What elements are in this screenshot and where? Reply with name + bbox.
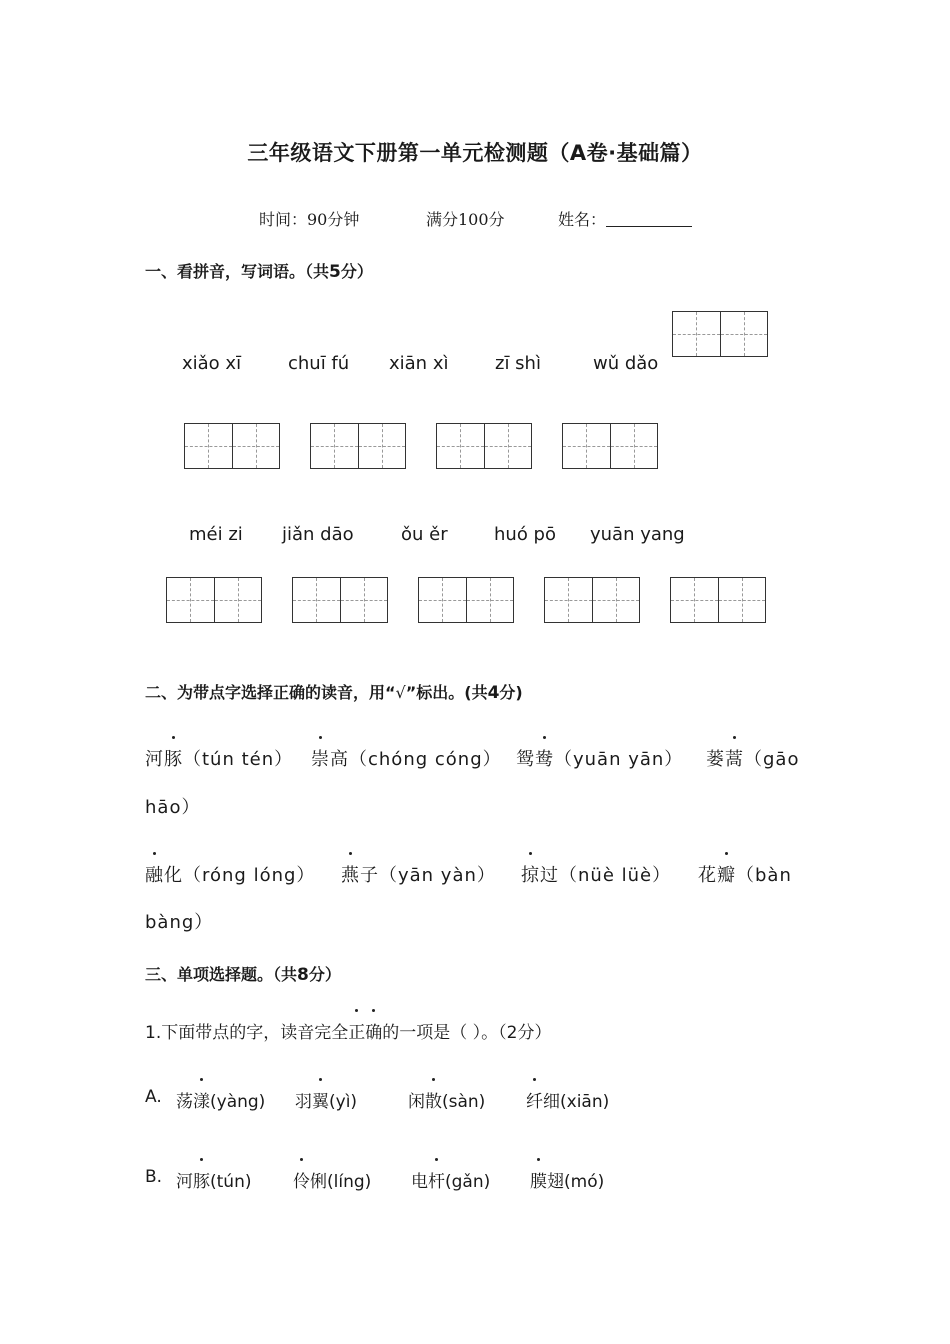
name-blank[interactable] <box>606 210 692 227</box>
char: 细 <box>543 1092 560 1112</box>
dotted-char: 豚 <box>164 745 183 771</box>
name-label: 姓名： <box>558 210 607 229</box>
reading-item-huaban <box>698 861 792 887</box>
answer-grid-meizi[interactable] <box>166 577 262 623</box>
dotted-char: 确 <box>365 1018 382 1043</box>
reading-item-ronghua <box>145 861 315 887</box>
dotted-char: 伶 <box>293 1167 310 1192</box>
question-1-text: 1.下面带点的字，读音完全 <box>145 1023 349 1043</box>
dotted-char: 膜 <box>530 1167 547 1192</box>
page-title: 三年级语文下册第一单元检测题（A卷·基础篇） <box>247 141 703 165</box>
check-mark: √ <box>395 683 406 702</box>
option-b-word-3 <box>411 1167 490 1192</box>
pinyin: (sàn) <box>442 1092 486 1112</box>
answer-grid-yuanyang[interactable] <box>670 577 766 623</box>
char: 高 <box>330 749 349 770</box>
dotted-char: 蒿 <box>725 745 744 771</box>
dotted-char: 纤 <box>526 1087 543 1112</box>
name-field[interactable] <box>558 207 692 230</box>
option-b-label: B. <box>145 1167 163 1187</box>
reading-wrap-bang[interactable]: bàng） <box>145 912 214 933</box>
dotted-char: 掠 <box>521 861 540 887</box>
pinyin: (líng) <box>327 1172 372 1192</box>
section3-points: 8 <box>297 965 309 985</box>
char: 鸳 <box>516 749 535 770</box>
reading-options[interactable]: （bàn <box>736 865 792 886</box>
answer-grid-xianxi[interactable] <box>436 423 532 469</box>
option-b-word-4 <box>530 1167 604 1192</box>
reading-item-yanzi <box>341 861 496 887</box>
question-1-answer-slot[interactable]: 的一项是（ ）。（2分） <box>382 1023 552 1043</box>
answer-grid-jiandao[interactable] <box>292 577 388 623</box>
dotted-char: 燕 <box>341 861 360 887</box>
reading-item-louhao <box>706 745 799 771</box>
char: 河 <box>176 1172 193 1192</box>
reading-options[interactable]: （nüè lüè） <box>559 865 672 886</box>
section1-points: 5 <box>329 262 341 282</box>
option-a-word-4 <box>526 1087 609 1112</box>
dotted-char: 豚 <box>193 1167 210 1192</box>
reading-options[interactable]: （róng lóng） <box>183 865 316 886</box>
pinyin: (tún) <box>210 1172 252 1192</box>
section2-heading-end: 分) <box>499 683 523 702</box>
option-b[interactable] <box>145 1167 162 1187</box>
option-b-word-2 <box>293 1167 371 1192</box>
section3-heading-text: 三、单项选择题。（共 <box>145 965 298 984</box>
reading-wrap-hao[interactable]: hāo） <box>145 797 201 818</box>
section2-heading-mid: ”标出。(共 <box>405 683 488 702</box>
dotted-char: 翼 <box>312 1087 329 1112</box>
pinyin-xiaoxi: xiǎo xī <box>182 353 242 374</box>
pinyin: (xiān) <box>560 1092 610 1112</box>
section1-heading-text: 一、看拼音，写词语。（共 <box>145 262 330 281</box>
char: 子 <box>360 865 379 886</box>
option-a-word-1 <box>176 1087 265 1112</box>
answer-grid-huopo[interactable] <box>544 577 640 623</box>
dotted-char: 融 <box>145 861 164 887</box>
pinyin-wudao: wǔ dǎo <box>593 353 659 374</box>
time-info: 时间：90分钟 <box>259 210 360 229</box>
answer-grid-ouer[interactable] <box>418 577 514 623</box>
pinyin-zishi: zī shì <box>495 353 541 374</box>
option-a-word-2 <box>295 1087 357 1112</box>
option-b-word-1 <box>176 1167 251 1192</box>
pinyin: (mó) <box>564 1172 605 1192</box>
char: 俐 <box>310 1172 327 1192</box>
char: 河 <box>145 749 164 770</box>
option-a[interactable] <box>145 1087 162 1107</box>
char: 羽 <box>295 1092 312 1112</box>
section1-heading-end: 分） <box>340 262 373 281</box>
dotted-char: 漾 <box>193 1087 210 1112</box>
char: 花 <box>698 865 717 886</box>
pinyin: (gǎn) <box>445 1172 491 1192</box>
section2-heading <box>145 680 523 703</box>
answer-grid-zishi[interactable] <box>562 423 658 469</box>
dotted-char: 正 <box>348 1018 365 1043</box>
reading-item-lveguo <box>521 861 671 887</box>
pinyin-jiandao: jiǎn dāo <box>282 524 354 545</box>
answer-grid-chuifu[interactable] <box>310 423 406 469</box>
char: 化 <box>164 865 183 886</box>
dotted-char: 鸯 <box>535 745 554 771</box>
dotted-char: 散 <box>425 1087 442 1112</box>
char: 蒌 <box>706 749 725 770</box>
reading-options[interactable]: （tún tén） <box>183 749 294 770</box>
option-a-word-3 <box>408 1087 485 1112</box>
reading-options[interactable]: （chóng cóng） <box>349 749 502 770</box>
section3-heading <box>145 962 341 985</box>
score-info: 满分100分 <box>426 210 505 229</box>
char: 荡 <box>176 1092 193 1112</box>
char: 电 <box>411 1172 428 1192</box>
pinyin-yuanyang: yuān yang <box>590 524 685 545</box>
section2-points: 4 <box>487 683 500 703</box>
pinyin: (yàng) <box>210 1092 266 1112</box>
option-a-label: A. <box>145 1087 162 1107</box>
char: 过 <box>540 865 559 886</box>
pinyin-huopo: huó pō <box>494 524 556 545</box>
section1-heading <box>145 259 373 282</box>
reading-options[interactable]: （yuān yān） <box>554 749 684 770</box>
reading-options[interactable]: （gāo <box>744 749 800 770</box>
pinyin-chuifu: chuī fú <box>288 353 350 374</box>
char: 闲 <box>408 1092 425 1112</box>
section2-heading-text: 二、为带点字选择正确的读音，用“ <box>145 683 396 702</box>
dotted-char: 瓣 <box>717 861 736 887</box>
reading-item-yuanyang <box>516 745 683 771</box>
answer-grid-wudao[interactable] <box>672 311 768 357</box>
pinyin: (yì) <box>329 1092 358 1112</box>
dotted-char: 杆 <box>428 1167 445 1192</box>
answer-grid-xiaoxi[interactable] <box>184 423 280 469</box>
char: 翅 <box>547 1172 564 1192</box>
reading-item-chonggao <box>311 745 502 771</box>
reading-item-hetun <box>145 745 293 771</box>
pinyin-ouer: ǒu ěr <box>401 524 448 545</box>
reading-options[interactable]: （yān yàn） <box>379 865 496 886</box>
question-1 <box>145 1018 551 1043</box>
pinyin-xianxi: xiān xì <box>389 353 449 374</box>
section3-heading-end: 分） <box>308 965 341 984</box>
dotted-char: 崇 <box>311 745 330 771</box>
pinyin-meizi: méi zi <box>189 524 243 545</box>
